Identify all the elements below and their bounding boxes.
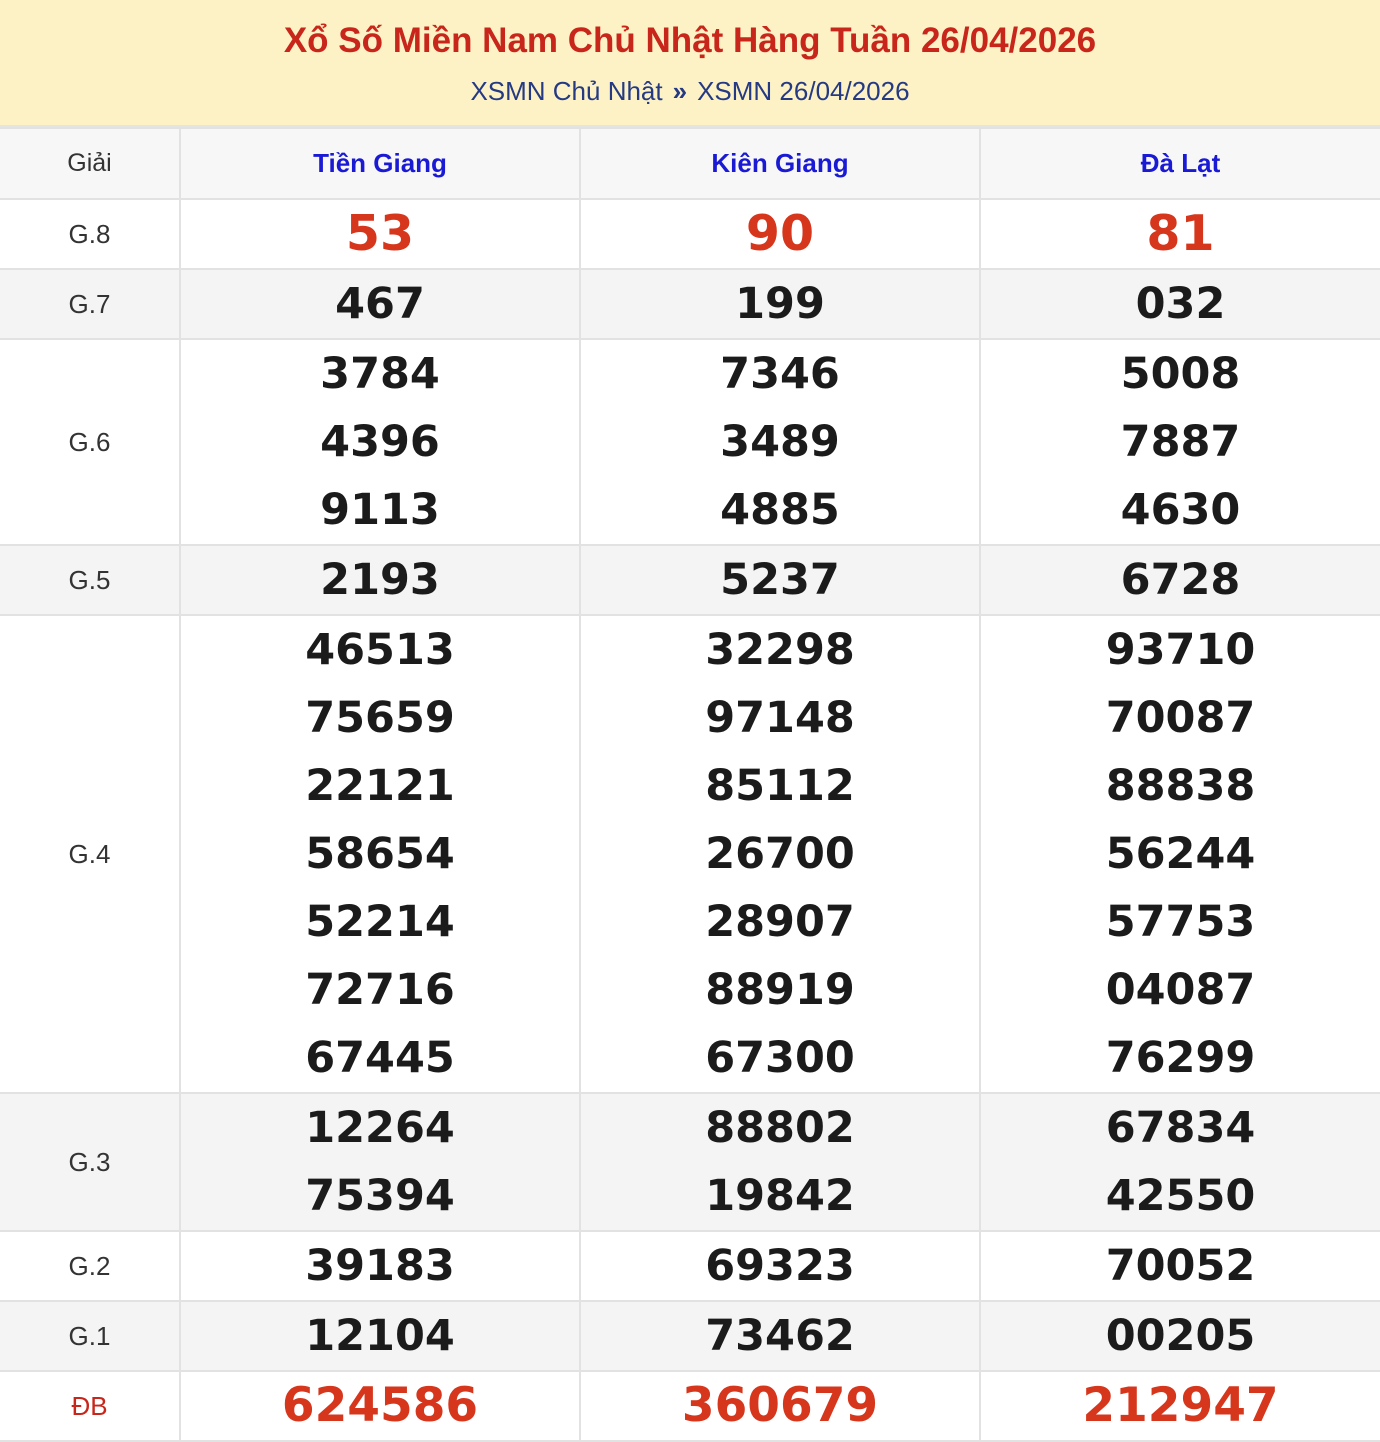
prize-label: ĐB — [71, 1390, 108, 1421]
province-header[interactable] — [180, 128, 580, 199]
prize-label: G.5 — [68, 564, 111, 595]
prize-number: 467 — [335, 279, 425, 329]
result-cell — [180, 545, 580, 615]
result-cell — [580, 1231, 980, 1301]
prize-number: 73462 — [705, 1311, 855, 1361]
prize-number: 67445 — [305, 1033, 455, 1083]
result-cell — [980, 545, 1380, 615]
prize-label: G.4 — [68, 838, 111, 869]
prize-row — [0, 1301, 1380, 1371]
breadcrumb-separator: » — [672, 76, 688, 106]
special-prize-number: 624586 — [281, 1378, 479, 1433]
prize-row — [0, 199, 1380, 269]
prize-label: G.6 — [68, 426, 111, 457]
prize-number: 22121 — [305, 761, 455, 811]
prize-number: 19842 — [705, 1171, 855, 1221]
table-header-row — [0, 128, 1380, 199]
prize-row — [0, 1093, 1380, 1231]
result-cell — [980, 339, 1380, 545]
prize-label: G.2 — [68, 1250, 111, 1281]
prize-number: 58654 — [305, 829, 455, 879]
prize-number: 7887 — [1120, 417, 1241, 467]
prize-number: 9113 — [320, 485, 440, 535]
province-name[interactable]: Kiên Giang — [711, 148, 849, 178]
prize-number: 75659 — [305, 693, 455, 743]
prize-number: 00205 — [1105, 1311, 1256, 1361]
result-cell — [980, 199, 1380, 269]
prize-label-cell — [0, 1231, 180, 1301]
prize-number: 69323 — [705, 1241, 855, 1291]
prize-number: 5008 — [1120, 349, 1241, 399]
prize-row — [0, 269, 1380, 339]
prize-number: 53 — [345, 205, 415, 262]
prize-number: 57753 — [1105, 897, 1256, 947]
prize-column-header: Giải — [0, 128, 180, 199]
prize-number: 81 — [1146, 205, 1215, 262]
prize-number: 2193 — [320, 555, 440, 605]
result-cell — [580, 339, 980, 545]
prize-row — [0, 545, 1380, 615]
prize-number: 5237 — [720, 555, 840, 605]
prize-number: 032 — [1135, 279, 1226, 329]
prize-number: 32298 — [705, 625, 855, 675]
prize-label-cell — [0, 1093, 180, 1231]
prize-number: 67834 — [1105, 1103, 1256, 1153]
prize-number: 26700 — [705, 829, 855, 879]
result-cell — [580, 199, 980, 269]
result-cell — [580, 545, 980, 615]
prize-number: 67300 — [705, 1033, 855, 1083]
results-body — [0, 199, 1380, 1441]
prize-number: 4885 — [720, 485, 840, 535]
prize-label: G.7 — [68, 288, 111, 319]
result-cell — [180, 1231, 580, 1301]
prize-number: 88838 — [1105, 761, 1256, 811]
prize-label-cell — [0, 1301, 180, 1371]
prize-number: 6728 — [1120, 555, 1241, 605]
prize-label-cell — [0, 1371, 180, 1441]
prize-number: 3784 — [320, 349, 440, 399]
result-cell — [180, 339, 580, 545]
prize-number: 199 — [735, 279, 825, 329]
prize-label: G.1 — [68, 1320, 111, 1351]
prize-label-cell — [0, 615, 180, 1093]
prize-number: 7346 — [720, 349, 840, 399]
prize-number: 4630 — [1120, 485, 1241, 535]
prize-label-cell — [0, 545, 180, 615]
prize-number: 72716 — [305, 965, 455, 1015]
page-header — [0, 0, 1380, 127]
result-cell — [980, 269, 1380, 339]
prize-number: 70052 — [1105, 1241, 1256, 1291]
result-cell — [180, 1371, 580, 1441]
prize-number: 88802 — [705, 1103, 855, 1153]
prize-number: 28907 — [705, 897, 855, 947]
special-prize-number: 212947 — [1082, 1378, 1279, 1433]
prize-number: 56244 — [1105, 829, 1256, 879]
result-cell — [980, 1301, 1380, 1371]
prize-row — [0, 1231, 1380, 1301]
province-name[interactable]: Tiền Giang — [313, 148, 447, 178]
prize-number: 85112 — [705, 761, 855, 811]
prize-number: 97148 — [705, 693, 855, 743]
result-cell — [580, 1301, 980, 1371]
breadcrumb — [0, 74, 1380, 108]
result-cell — [580, 269, 980, 339]
breadcrumb-link-date[interactable]: XSMN 26/04/2026 — [697, 76, 910, 106]
special-prize-number: 360679 — [681, 1378, 879, 1433]
result-cell — [580, 1371, 980, 1441]
prize-label: G.8 — [68, 218, 111, 249]
prize-number: 52214 — [305, 897, 455, 947]
province-header[interactable] — [980, 128, 1380, 199]
prize-number: 39183 — [305, 1241, 455, 1291]
prize-number: 12264 — [305, 1103, 455, 1153]
prize-row — [0, 339, 1380, 545]
result-cell — [180, 269, 580, 339]
prize-number: 93710 — [1105, 625, 1256, 675]
result-cell — [180, 1093, 580, 1231]
prize-number: 42550 — [1105, 1171, 1256, 1221]
prize-number: 70087 — [1105, 693, 1256, 743]
page-title: Xổ Số Miền Nam Chủ Nhật Hàng Tuần 26/04/2026 — [283, 21, 1097, 60]
result-cell — [980, 1371, 1380, 1441]
prize-number: 88919 — [705, 965, 855, 1015]
prize-label-cell — [0, 199, 180, 269]
result-cell — [580, 615, 980, 1093]
prize-label-cell — [0, 339, 180, 545]
result-cell — [980, 1231, 1380, 1301]
prize-label: G.3 — [68, 1146, 111, 1177]
prize-label-cell — [0, 269, 180, 339]
prize-number: 04087 — [1105, 965, 1256, 1015]
result-cell — [180, 615, 580, 1093]
result-cell — [980, 1093, 1380, 1231]
prize-row — [0, 1371, 1380, 1441]
province-name[interactable]: Đà Lạt — [1140, 148, 1221, 178]
prize-number: 46513 — [305, 625, 455, 675]
result-cell — [180, 1301, 580, 1371]
prize-number: 3489 — [720, 417, 840, 467]
prize-number: 76299 — [1105, 1033, 1256, 1083]
prize-number: 12104 — [305, 1311, 455, 1361]
results-table — [0, 127, 1380, 1442]
prize-number: 90 — [745, 205, 815, 262]
result-cell — [180, 199, 580, 269]
result-cell — [980, 615, 1380, 1093]
prize-row — [0, 615, 1380, 1093]
prize-number: 75394 — [305, 1171, 455, 1221]
prize-number: 4396 — [320, 417, 440, 467]
province-header[interactable] — [580, 128, 980, 199]
breadcrumb-link-sunday[interactable]: XSMN Chủ Nhật — [470, 76, 663, 106]
result-cell — [580, 1093, 980, 1231]
